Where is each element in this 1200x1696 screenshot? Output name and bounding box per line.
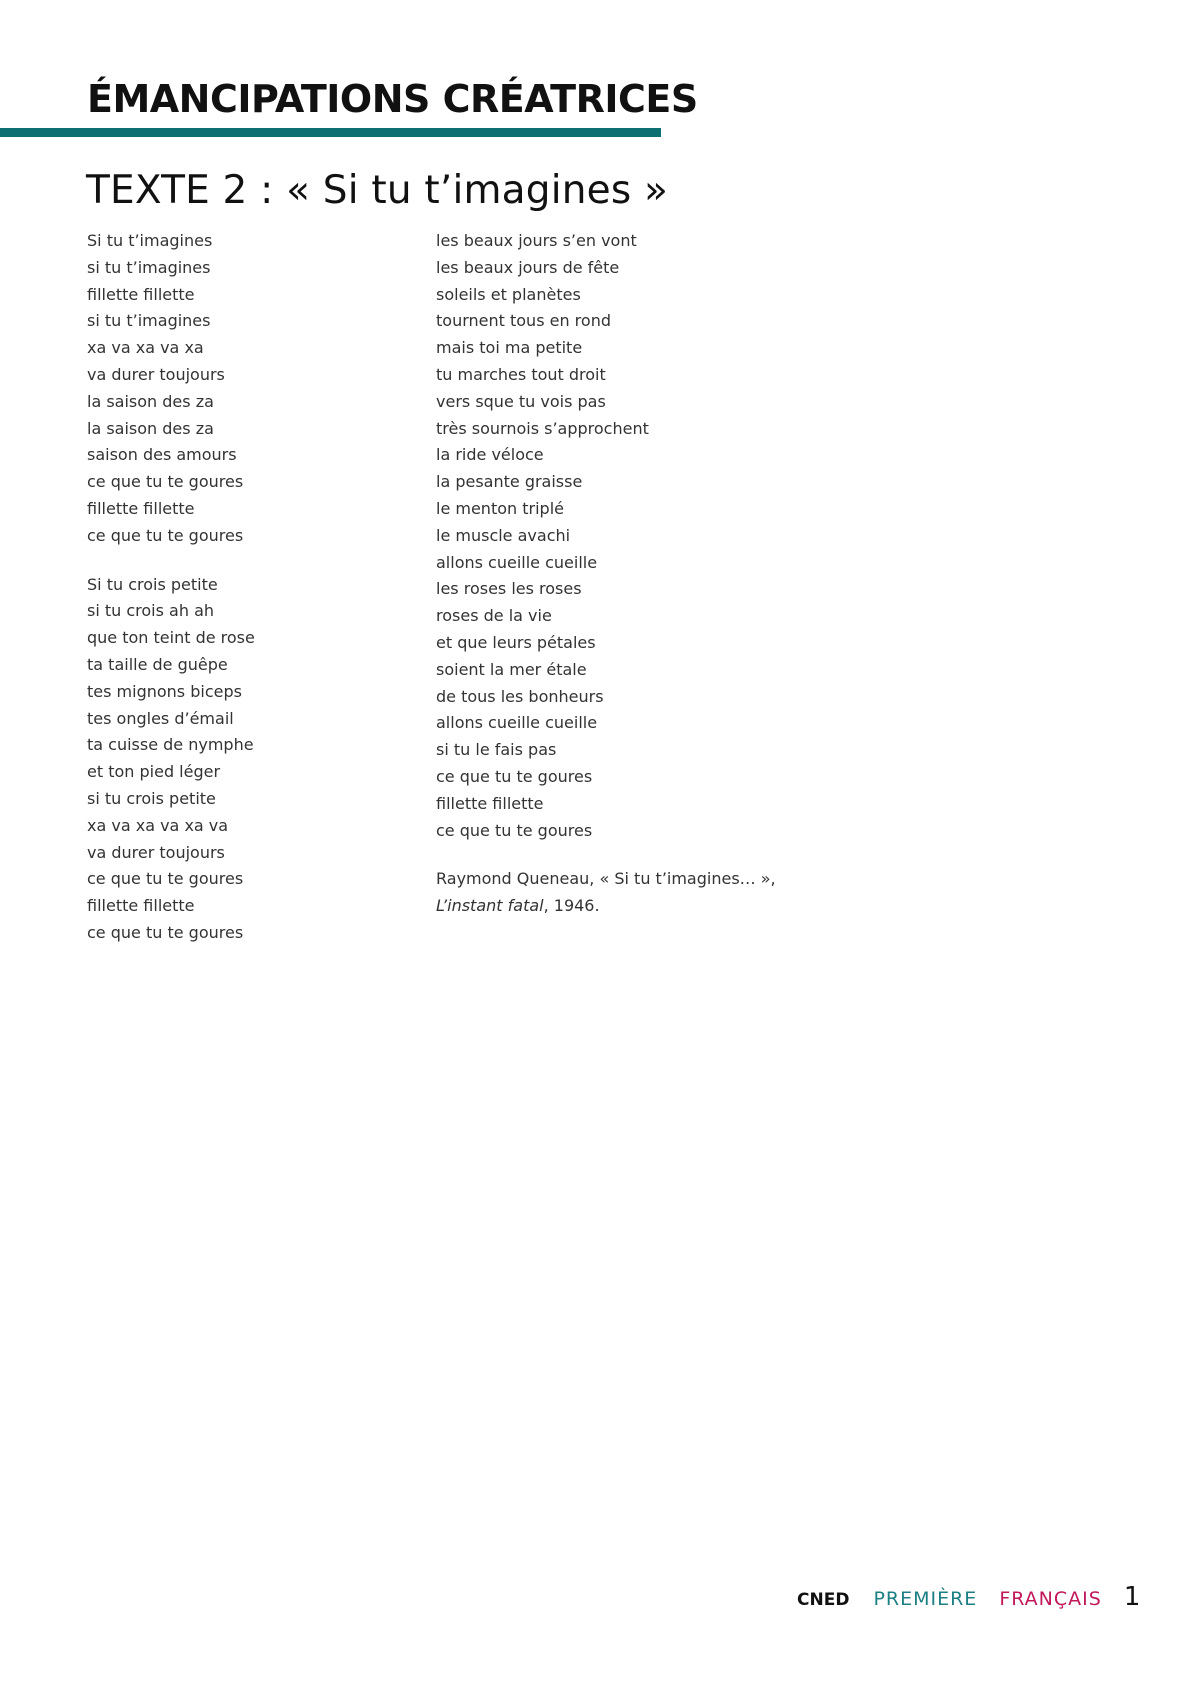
page-number: 1 [1123, 1582, 1141, 1612]
poem-line: ta cuisse de nymphe [87, 735, 254, 755]
poem-line: la pesante graisse [436, 472, 583, 492]
text-title: TEXTE 2 : « Si tu t’imagines » [86, 168, 669, 213]
poem-line: fillette fillette [87, 896, 195, 916]
poem-line: Si tu crois petite [87, 574, 218, 594]
citation-work: L’instant fatal [436, 896, 544, 916]
poem-line: le menton triplé [436, 498, 564, 518]
poem-line: et que leurs pétales [436, 632, 596, 652]
stanza-3 [436, 228, 776, 844]
poem-line: tes ongles d’émail [87, 708, 234, 728]
poem-left-column [87, 228, 255, 947]
poem-line: les beaux jours s’en vont [436, 231, 637, 250]
stanza-2 [87, 572, 255, 947]
poem-line: xa va xa va xa va [87, 815, 229, 835]
poem-line: ce que tu te goures [87, 472, 244, 492]
poem-line: ta taille de guêpe [87, 654, 228, 674]
footer-level: PREMIÈRE [873, 1588, 978, 1610]
poem-line: saison des amours [87, 445, 237, 465]
cned-logo: CNED [797, 1590, 850, 1610]
poem-line: fillette fillette [87, 284, 195, 304]
stanza-1 [87, 228, 255, 550]
poem-line: roses de la vie [436, 606, 552, 626]
citation-source [436, 893, 776, 920]
poem-line: ce que tu te goures [87, 869, 244, 889]
poem-line: allons cueille cueille [436, 552, 598, 572]
poem-line: ce que tu te goures [87, 922, 244, 942]
poem-line: que ton teint de rose [87, 628, 255, 648]
poem-line: vers sque tu vois pas [436, 391, 606, 411]
citation-year: , 1946. [543, 896, 600, 916]
section-title-underline [0, 128, 661, 137]
poem-line: soleils et planètes [436, 284, 581, 304]
poem-line: soient la mer étale [436, 659, 587, 679]
poem-line: va durer toujours [87, 364, 225, 384]
poem-line: tournent tous en rond [436, 311, 611, 331]
page-footer [797, 1582, 1140, 1612]
poem-line: le muscle avachi [436, 525, 571, 545]
poem-line: allons cueille cueille [436, 713, 598, 733]
poem-line: xa va xa va xa [87, 338, 204, 358]
poem-line: ce que tu te goures [436, 820, 593, 840]
poem-line: fillette fillette [436, 793, 544, 813]
poem-line: tu marches tout droit [436, 364, 606, 384]
poem-line: la saison des za [87, 418, 214, 438]
section-title: ÉMANCIPATIONS CRÉATRICES [87, 77, 698, 121]
poem-line: si tu t’imagines [87, 257, 211, 277]
poem-line: fillette fillette [87, 498, 195, 518]
poem-right-column [436, 228, 776, 920]
poem-line: la ride véloce [436, 445, 544, 465]
poem-line: la saison des za [87, 391, 214, 411]
poem-line: si tu crois petite [87, 788, 216, 808]
poem-line: les beaux jours de fête [436, 257, 620, 277]
poem-line: si tu crois ah ah [87, 601, 215, 621]
poem-line: si tu le fais pas [436, 740, 557, 760]
poem-line: ce que tu te goures [87, 525, 244, 545]
poem-line: tes mignons biceps [87, 681, 242, 701]
poem-line: les roses les roses [436, 579, 582, 599]
poem-line: mais toi ma petite [436, 338, 583, 358]
poem-line: va durer toujours [87, 842, 225, 862]
poem-line: si tu t’imagines [87, 311, 211, 331]
poem-line: de tous les bonheurs [436, 686, 604, 706]
poem-line: Si tu t’imagines [87, 231, 213, 250]
citation-author-title: Raymond Queneau, « Si tu t’imagines… », [436, 869, 776, 889]
footer-subject: FRANÇAIS [999, 1588, 1102, 1610]
poem-line: et ton pied léger [87, 762, 221, 782]
citation [436, 866, 776, 920]
poem-line: ce que tu te goures [436, 766, 593, 786]
poem-line: très sournois s’approchent [436, 418, 649, 438]
